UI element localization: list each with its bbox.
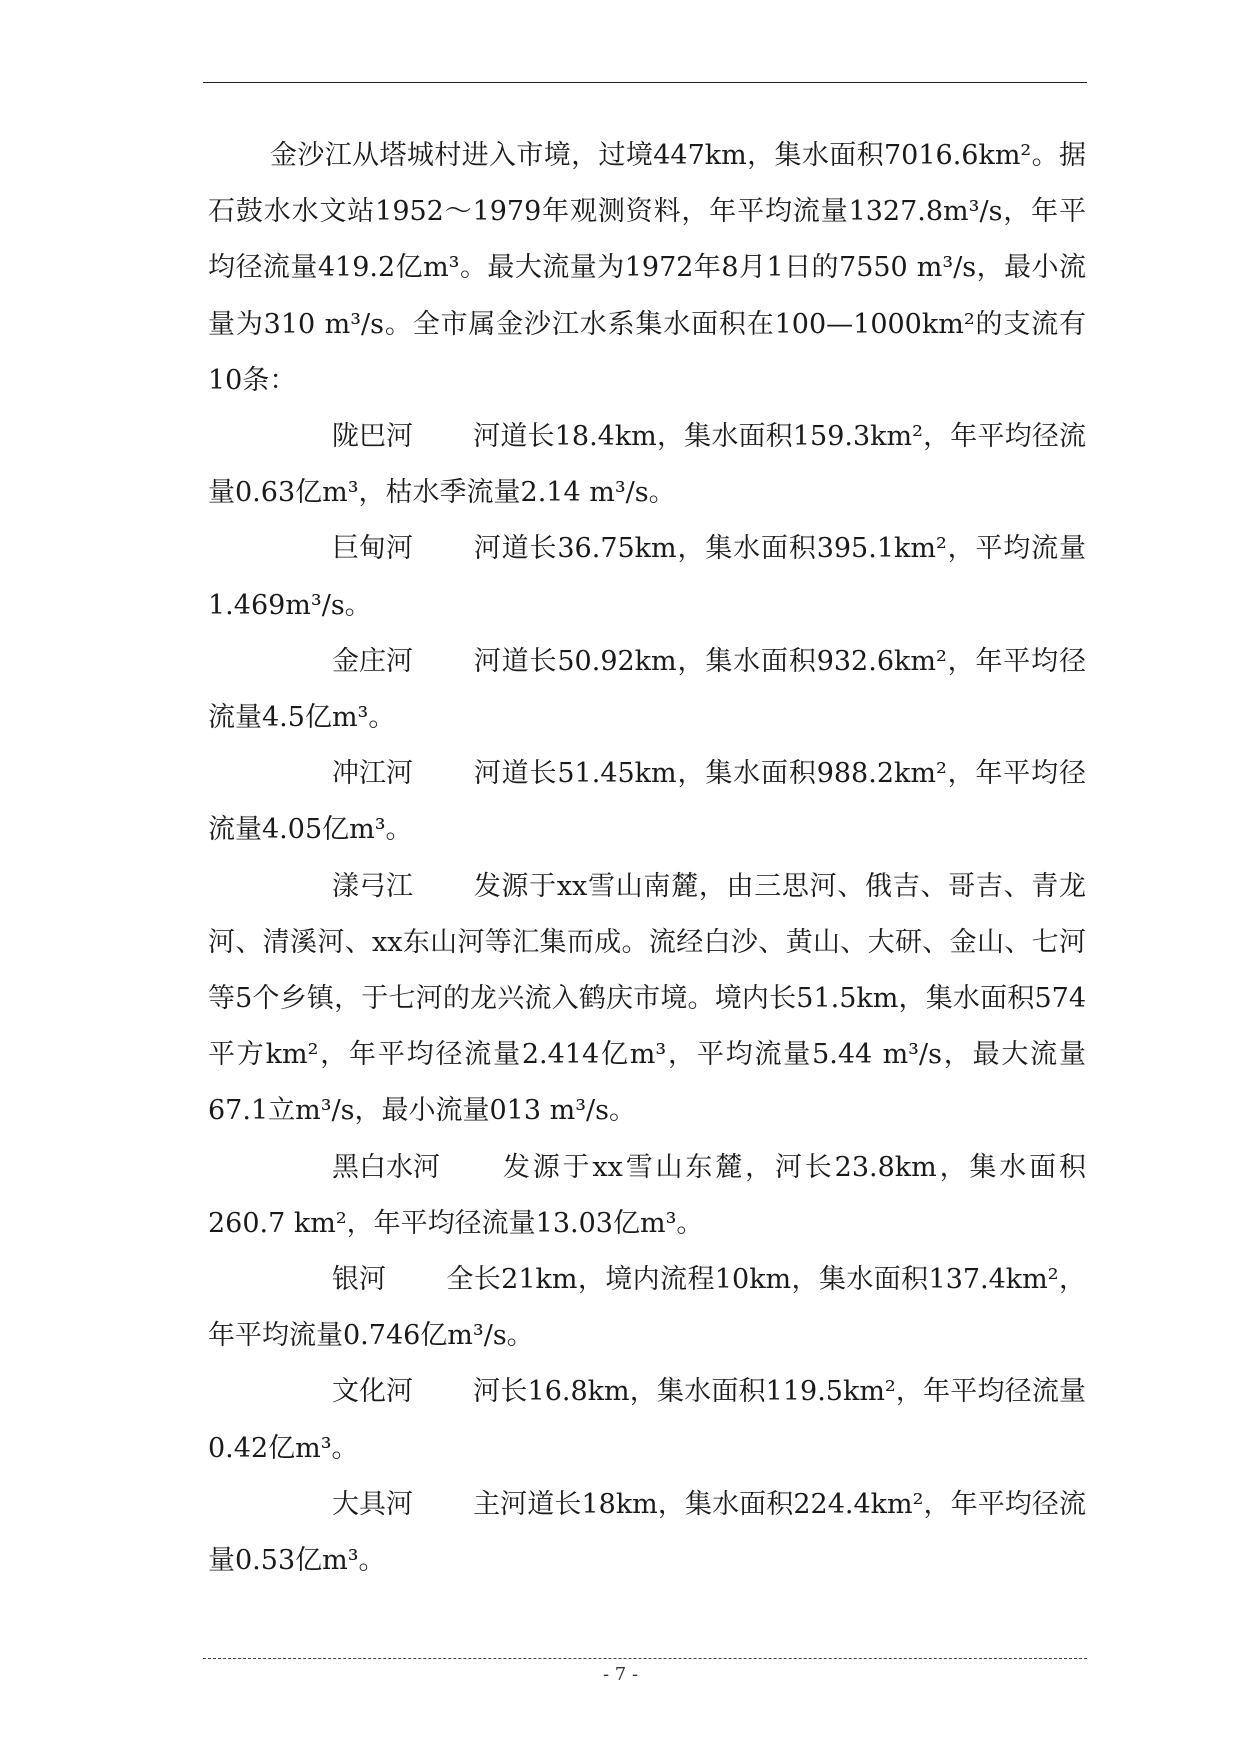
river-description: 河道长18.4km，集水面积159.3km²，年平均径流量0.63亿m³，枯水季流量2.14 m³/s。 <box>208 421 1086 509</box>
river-description: 河长16.8km，集水面积119.5km²，年平均径流量0.42亿m³。 <box>208 1376 1086 1464</box>
river-name: 巨甸河 <box>332 533 413 565</box>
river-name: 黑白水河 <box>332 1151 440 1183</box>
river-description: 河道长51.45km，集水面积988.2km²，年平均径流量4.05亿m³。 <box>208 758 1086 846</box>
document-body <box>208 128 1086 1589</box>
river-paragraph-dajuhe <box>208 1477 1086 1589</box>
river-description: 主河道长18km，集水面积224.4km²，年平均径流量0.53亿m³。 <box>208 1488 1086 1577</box>
river-description: 河道长36.75km，集水面积395.1km²，平均流量1.469m³/s。 <box>208 533 1086 621</box>
river-description: 全长21km，境内流程10km，集水面积137.4km²，年平均流量0.746亿m³/s。 <box>208 1264 1086 1352</box>
river-paragraph-jinzhuanghe <box>208 634 1086 746</box>
river-paragraph-judianhe <box>208 521 1086 633</box>
river-name: 冲江河 <box>332 758 413 790</box>
river-description: 河道长50.92km，集水面积932.6km²，年平均径流量4.5亿m³。 <box>208 645 1086 734</box>
river-name: 银河 <box>332 1264 386 1296</box>
river-paragraph-yinhe <box>208 1252 1086 1364</box>
river-name: 文化河 <box>332 1376 413 1408</box>
river-paragraph-longbahe <box>208 409 1086 521</box>
intro-paragraph: 金沙江从塔城村进入市境，过境447km，集水面积7016.6km²。据石鼓水水文站1952～1979年观测资料，年平均流量1327.8m³/s，年平均径流量419.2亿m³。最大流量为1972年8月1日的7550 m³/s，最小流量为310 m³/s。全市属金沙江水系集水面积在100—1000km²的支流有10条： <box>208 140 1086 396</box>
river-paragraph-heibaishuihe <box>208 1140 1086 1252</box>
footer-rule <box>203 1658 1087 1659</box>
river-name: 金庄河 <box>332 645 413 677</box>
river-name: 漾弓江 <box>332 870 413 902</box>
river-description: 发源于xx雪山东麓，河长23.8km，集水面积260.7 km²，年平均径流量13.03亿m³。 <box>208 1151 1086 1239</box>
river-name: 大具河 <box>332 1488 413 1520</box>
header-rule <box>203 82 1087 83</box>
river-paragraph-wenhuahe <box>208 1364 1086 1476</box>
river-paragraph-chongjianghe <box>208 746 1086 858</box>
river-paragraph-yanggongjiang <box>208 859 1086 1140</box>
page-number: - 7 - <box>602 1664 639 1685</box>
river-description: 发源于xx雪山南麓，由三思河、俄吉、哥吉、青龙河、清溪河、xx东山河等汇集而成。流经白沙、黄山、大研、金山、七河等5个乡镇，于七河的龙兴流入鹤庆市境。境内长51.5km，集水面积574平方km²，年平均径流量2.414亿m³，平均流量5.44 m³/s，最大流量67.1立m³/s，最小流量013 m³/s。 <box>208 870 1086 1127</box>
river-name: 陇巴河 <box>332 421 413 453</box>
